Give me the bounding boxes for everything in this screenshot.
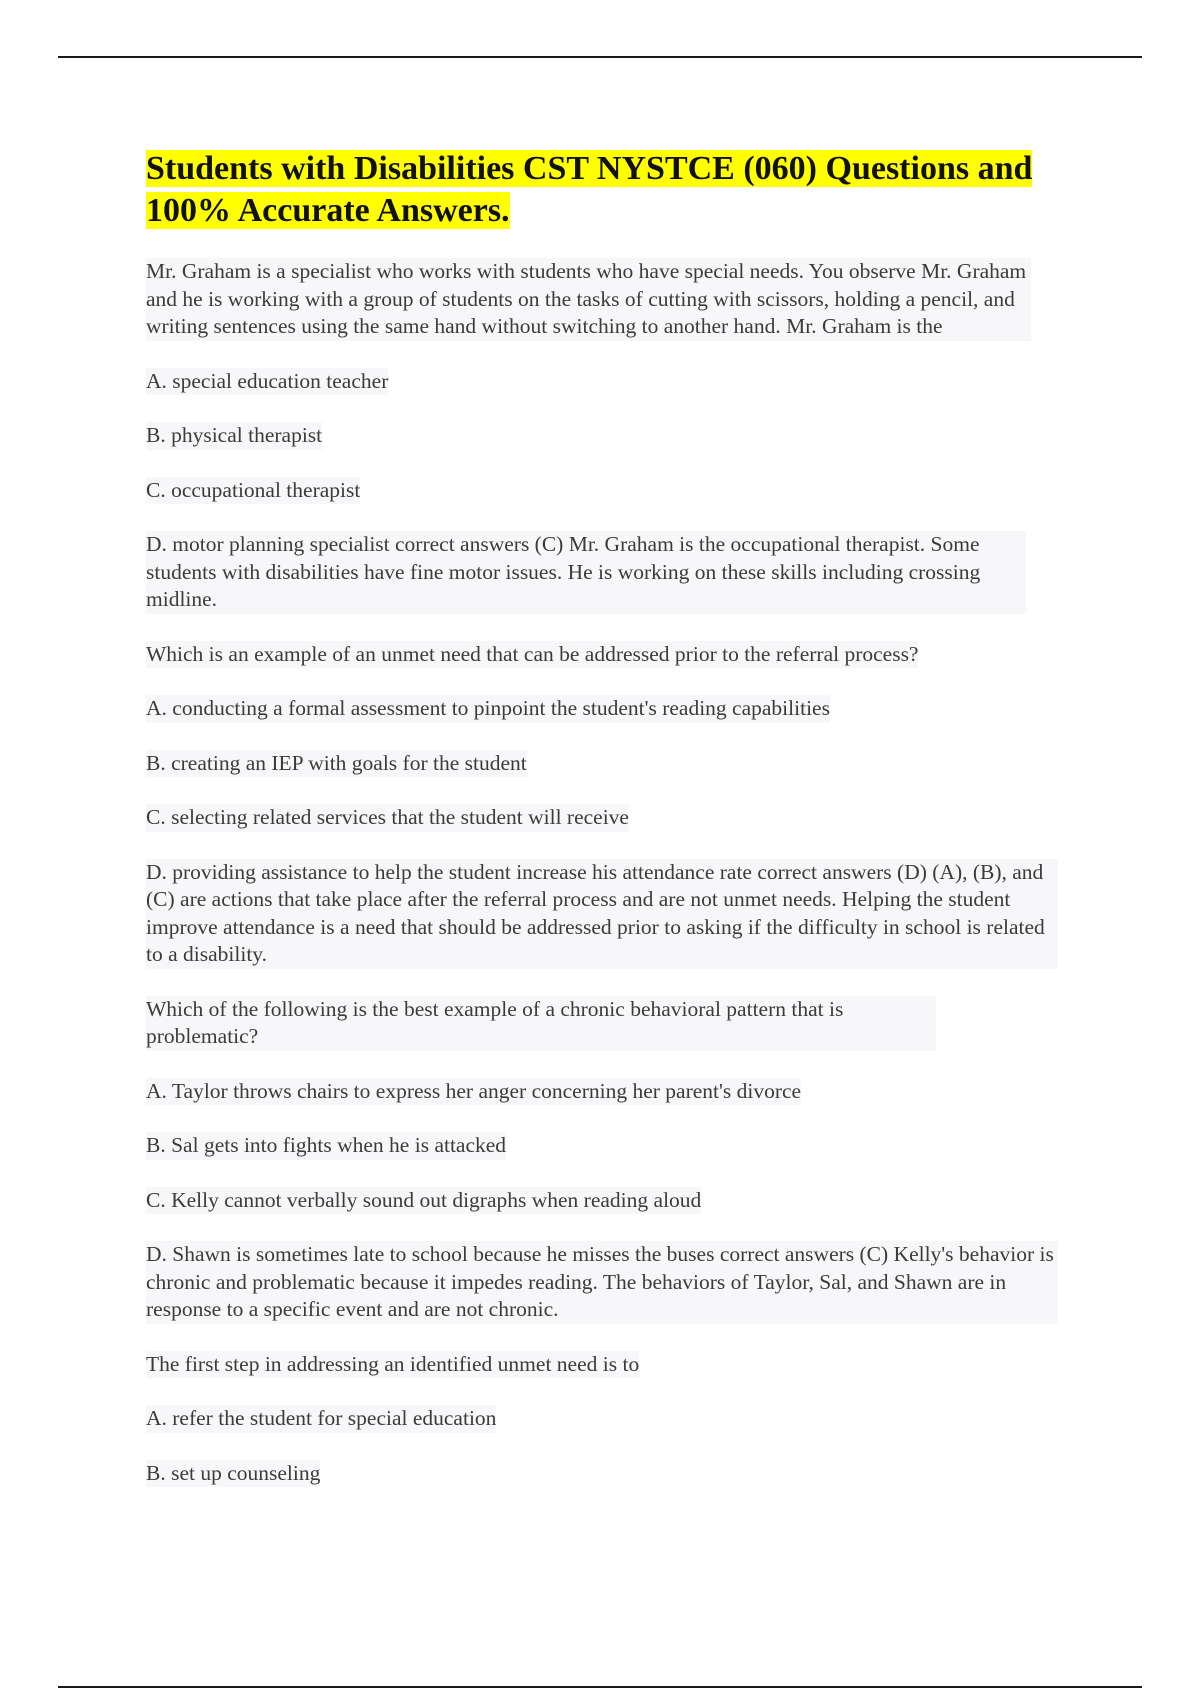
document-title [146,148,1046,232]
document-page [146,148,1066,1514]
question-4-stem: The first step in addressing an identified unmet need is to [146,1351,639,1379]
question-2-stem: Which is an example of an unmet need that can be addressed prior to the referral process? [146,641,918,669]
question-1-stem: Mr. Graham is a specialist who works with students who have special needs. You observe Mr. Graham and he is working with a group of students on the tasks of cutting with scissors, holding a pencil, and writing sentences using the same hand without switching to another hand. Mr. Graham is the [146,258,1031,341]
question-3-option-d-answer: D. Shawn is sometimes late to school because he misses the buses correct answers (C) Kelly's behavior is chronic and problematic because it impedes reading. The behaviors of Taylor, Sal, and Shawn are in response to a specific event and are not chronic. [146,1241,1058,1324]
question-2-option-c: C. selecting related services that the student will receive [146,804,629,832]
question-3-stem: Which of the following is the best example of a chronic behavioral pattern that is problematic? [146,996,936,1051]
document-title-text: Students with Disabilities CST NYSTCE (060) Questions and 100% Accurate Answers. [146,150,1033,229]
question-2-option-a: A. conducting a formal assessment to pinpoint the student's reading capabilities [146,695,830,723]
question-4-option-a: A. refer the student for special education [146,1405,496,1433]
top-rule [58,56,1142,58]
question-2-option-b: B. creating an IEP with goals for the student [146,750,527,778]
question-4-option-b: B. set up counseling [146,1460,320,1488]
question-1-option-c: C. occupational therapist [146,477,360,505]
question-1-option-b: B. physical therapist [146,422,322,450]
bottom-rule [58,1686,1142,1688]
question-3-option-a: A. Taylor throws chairs to express her anger concerning her parent's divorce [146,1078,801,1106]
question-1-option-a: A. special education teacher [146,368,388,396]
question-3-option-c: C. Kelly cannot verbally sound out digraphs when reading aloud [146,1187,701,1215]
question-1-option-d-answer: D. motor planning specialist correct answers (C) Mr. Graham is the occupational therapist. Some students with disabilities have fine motor issues. He is working on these skills including crossing midline. [146,531,1026,614]
question-3-option-b: B. Sal gets into fights when he is attacked [146,1132,506,1160]
question-2-option-d-answer: D. providing assistance to help the student increase his attendance rate correct answers (D) (A), (B), and (C) are actions that take place after the referral process and are not unmet needs. Helping the student improve attendance is a need that should be addressed prior to asking if the difficulty in school is related to a disability. [146,859,1058,969]
